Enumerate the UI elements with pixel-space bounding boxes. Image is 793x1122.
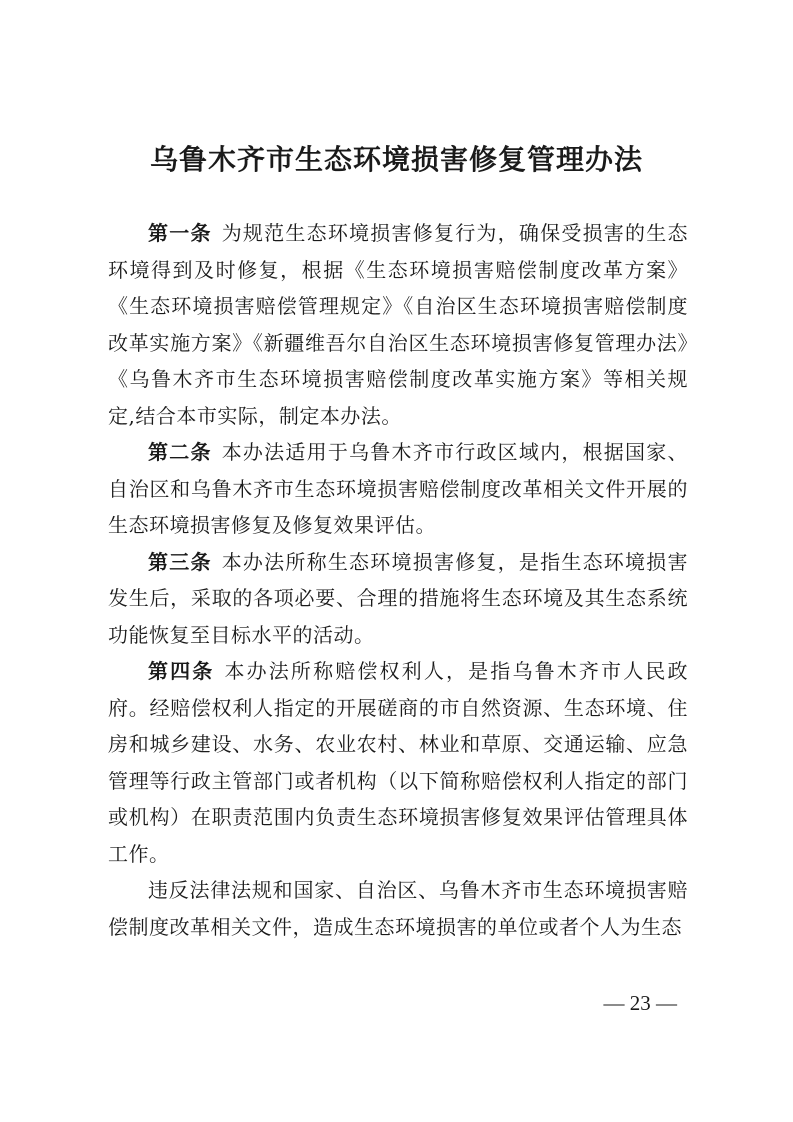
- article-text: 本办法适用于乌鲁木齐市行政区域内，根据国家、自治区和乌鲁木齐市生态环境损害赔偿制度改革相关文件开展的生态环境损害修复及修复效果评估。: [108, 440, 688, 537]
- body-paragraph: [108, 872, 688, 945]
- article-text: 为规范生态环境损害修复行为，确保受损害的生态环境得到及时修复，根据《生态环境损害赔偿制度改革方案》《生态环境损害赔偿管理规定》《自治区生态环境损害赔偿制度改革实施方案》《新疆维吾尔自治区生态环境损害修复管理办法》《乌鲁木齐市生态环境损害赔偿制度改革实施方案》等相关规定,结合本市实际，制定本办法。: [108, 221, 688, 428]
- document-body: [108, 215, 688, 945]
- article-label: 第二条: [148, 440, 212, 464]
- article-paragraph: [108, 653, 688, 872]
- article-label: 第四条: [148, 659, 215, 683]
- article-paragraph: [108, 215, 688, 434]
- article-text: 本办法所称生态环境损害修复，是指生态环境损害发生后，采取的各项必要、合理的措施将生态环境及其生态系统功能恢复至目标水平的活动。: [108, 549, 688, 647]
- article-label: 第三条: [148, 549, 212, 574]
- page-number: — 23 —: [603, 991, 677, 1015]
- paragraph-text: 违反法律法规和国家、自治区、乌鲁木齐市生态环境损害赔偿制度改革相关文件，造成生态环境损害的单位或者个人为生态: [108, 878, 688, 939]
- article-paragraph: [108, 544, 688, 654]
- article-text: 本办法所称赔偿权利人，是指乌鲁木齐市人民政府。经赔偿权利人指定的开展磋商的市自然资源、生态环境、住房和城乡建设、水务、农业农村、林业和草原、交通运输、应急管理等行政主管部门或者机构（以下简称赔偿权利人指定的部门或机构）在职责范围内负责生态环境损害修复效果评估管理具体工作。: [108, 659, 689, 866]
- article-label: 第一条: [148, 221, 212, 245]
- document-title: 乌鲁木齐市生态环境损害修复管理办法: [149, 143, 643, 176]
- article-paragraph: [108, 434, 688, 544]
